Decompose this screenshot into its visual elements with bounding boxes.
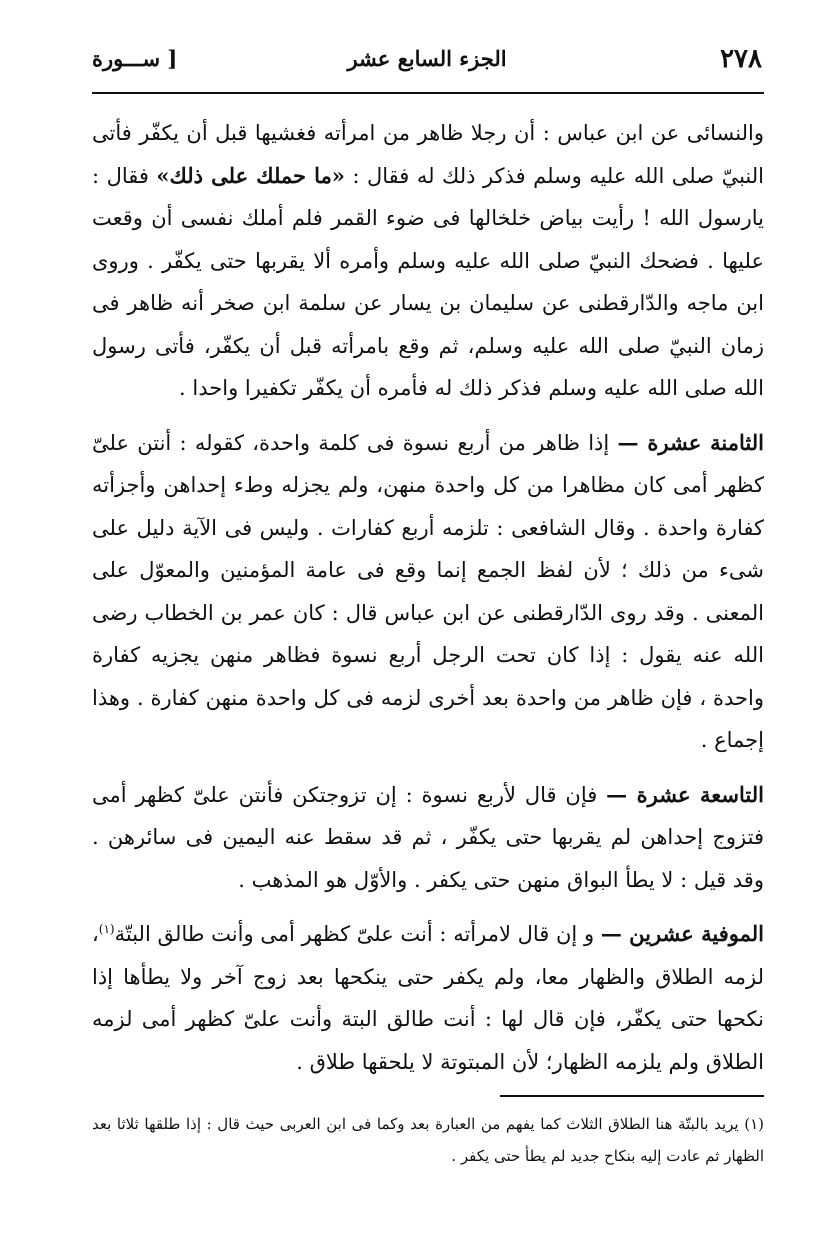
running-title: الجزء السابع عشر bbox=[347, 46, 507, 71]
surah-label: [ ســـورة bbox=[92, 46, 178, 71]
paragraph-text: ، لزمه الطلاق والظهار معا، ولم يكفر حتى ينكحها بعد زوج آخر ولا يطأها إذا نكحها حتى يكفّر، فإن قال لها : أنت طالق البتة وأنت علىّ كظهر أمى لزمه الطلاق ولم يلزمه الظهار؛ لأن المبتوتة لا يلحقها طلاق . bbox=[92, 922, 764, 1074]
paragraph-text: و إن قال لامرأته : أنت علىّ كظهر أمى وأنت طالق البتّة bbox=[114, 922, 595, 946]
footnote bbox=[92, 1108, 764, 1172]
main-text bbox=[92, 112, 764, 1083]
paragraph-text: فإن قال لأربع نسوة : إن تزوجتكن فأنتن علىّ كظهر أمى فتزوج إحداهن لم يقربها حتى يكفّر ، ثم قد سقط عنه اليمين فى سائرهن . وقد قيل : لا يطأ البواق منهن حتى يكفر . والأوّل هو المذهب . bbox=[92, 782, 764, 892]
footnote-divider bbox=[500, 1095, 764, 1097]
paragraph-text: فقال : يارسول الله ! رأيت بياض خلخالها فى ضوء القمر فلم أملك نفسى أن وقعت عليها . فضحك النبيّ صلى الله عليه وسلم وأمره ألا يقربها حتى يكفّر . وروى ابن ماجه والدّارقطنى عن سليمان بن يسار عن سلمة ابن صخر أنه ظاهر فى زمان النبيّ صلى الله عليه وسلم، ثم وقع بامرأته قبل أن يكفّر، فأتى رسول الله صلى الله عليه وسلم فذكر ذلك له فأمره أن يكفّر تكفيرا واحدا . bbox=[92, 163, 764, 400]
issue-heading: التاسعة عشرة — bbox=[606, 781, 764, 807]
paragraph-text: إذا ظاهر من أربع نسوة فى كلمة واحدة، كقوله : أنتن علىّ كظهر أمى كان مظاهرا من كل واحدة منهن، ولم يجزله وطء إحداهن وأجزأته كفارة واحدة . وقال الشافعى : تلزمه أربع كفارات . وليس فى الآية دليل على شىء من ذلك ؛ لأن لفظ الجمع إنما وقع فى عامة المؤمنين والمعوّل على المعنى . وقد روى الدّارقطنى عن ابن عباس قال : كان عمر بن الخطاب رضى الله عنه يقول : إذا كان تحت الرجل أربع نسوة فظاهر منهن يجزيه كفارة واحدة ، فإن ظاهر من واحدة بعد أخرى لزمه فى كل واحدة منهن كفارة . وهذا إجماع . bbox=[92, 430, 764, 752]
footnote-text: يريد بالبتّة هنا الطلاق الثلاث كما يفهم من العبارة بعد وكما فى ابن العربى حيث قال : إذا طلقها ثلاثا بعد الظهار ثم عادت إليه بنكاح جديد لم يطأ حتى يكفر . bbox=[92, 1115, 764, 1165]
footnote-number: (١) bbox=[744, 1115, 764, 1133]
paragraph-issue-20 bbox=[92, 913, 764, 1083]
page-number: ٢٧٨ bbox=[720, 44, 762, 74]
issue-heading: الثامنة عشرة — bbox=[617, 429, 764, 455]
quoted-speech: «ما حملك على ذلك» bbox=[156, 162, 345, 188]
paragraph-issue-18 bbox=[92, 422, 764, 762]
header-divider bbox=[92, 92, 764, 94]
paragraph-issue-19 bbox=[92, 774, 764, 902]
issue-heading: الموفية عشرين — bbox=[600, 921, 764, 946]
footnote-marker: (١) bbox=[98, 922, 115, 936]
paragraph-hadith bbox=[92, 112, 764, 410]
paragraph-text: والنسائى عن ابن عباس : أن رجلا ظاهر من امرأته فغشيها قبل أن يكفّر فأتى النبيّ صلى الله عليه وسلم فذكر ذلك له فقال : bbox=[92, 121, 764, 188]
page-header bbox=[92, 40, 762, 88]
